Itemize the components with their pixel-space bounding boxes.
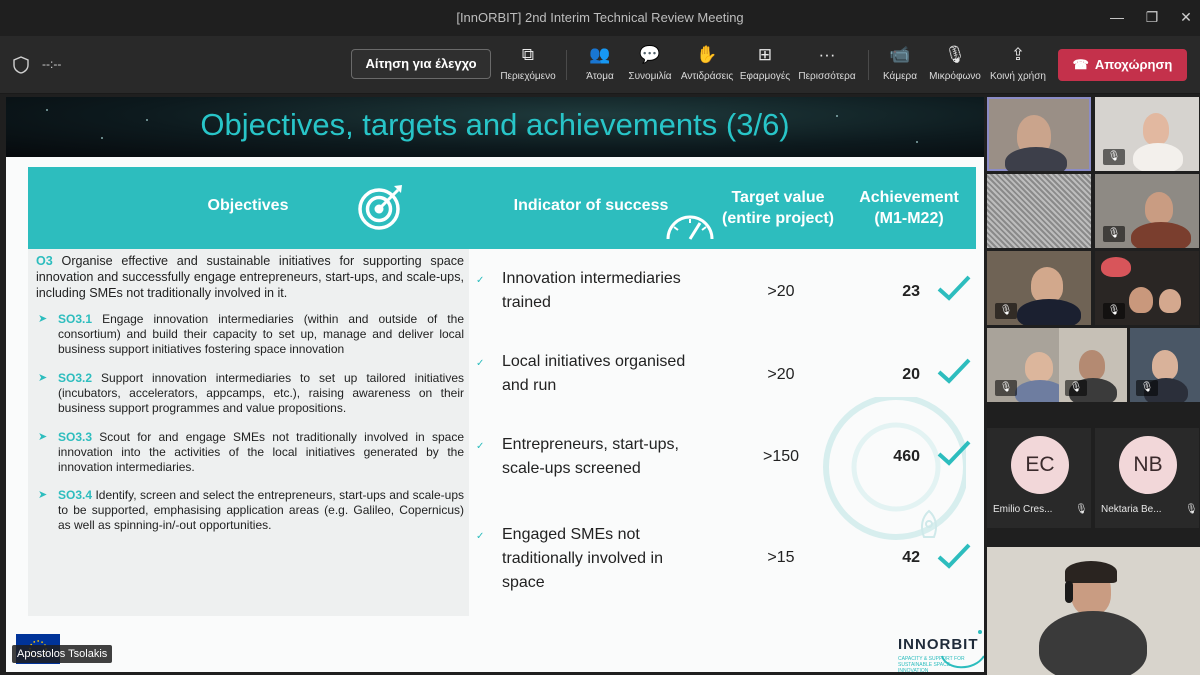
sub-objective-code: SO3.1 bbox=[58, 312, 93, 326]
target-header-line: (entire project) bbox=[721, 210, 834, 227]
rocket-icon bbox=[912, 509, 946, 549]
mic-muted-icon: 🎙 bbox=[1136, 380, 1158, 396]
participant-video-tile[interactable] bbox=[1095, 174, 1199, 248]
meeting-toolbar bbox=[0, 36, 1200, 94]
sub-objective-item bbox=[36, 371, 464, 416]
title-bar bbox=[0, 0, 1200, 36]
apps-icon: ⊞ bbox=[757, 45, 773, 64]
apps-label: Εφαρμογές bbox=[739, 71, 791, 82]
arrow-bullet-icon: ➤ bbox=[38, 431, 48, 443]
window-title: [InnORBIT] 2nd Interim Technical Review Meeting bbox=[456, 10, 744, 25]
sub-objective-text: Identify, screen and select the entrepreneurs, start-ups and scale-ups to be supported, emphasising application areas (e.g. Galileo, Copernicus) as well as spinning-in/-out opportunities. bbox=[58, 488, 464, 532]
people-label: Άτομα bbox=[586, 71, 614, 82]
sub-objective-item bbox=[36, 312, 464, 357]
avatar: EC bbox=[1011, 436, 1069, 494]
camera-button[interactable] bbox=[880, 43, 920, 89]
objectives-header: Objectives bbox=[207, 197, 289, 214]
objective-text: Organise effective and sustainable initiatives for supporting space innovation and successfully engage entrepreneurs, start-ups, and scale-ups, including SMEs not traditionally involved in it. bbox=[36, 254, 465, 300]
avatar: NB bbox=[1119, 436, 1177, 494]
row-check-icon: ✓ bbox=[476, 275, 485, 286]
indicator-line: traditionally involved in bbox=[502, 550, 663, 567]
achievement-cell: 42 bbox=[902, 549, 920, 566]
cloud-decoration bbox=[1101, 257, 1131, 277]
arrow-bullet-icon: ➤ bbox=[38, 489, 48, 501]
slide-header-banner bbox=[6, 97, 984, 157]
toolbar-divider bbox=[566, 50, 567, 80]
participant-face bbox=[1031, 267, 1063, 303]
target-header-line: Target value bbox=[731, 189, 825, 206]
objectives-panel bbox=[28, 249, 469, 616]
restore-icon[interactable]: ❐ bbox=[1145, 9, 1159, 25]
participant-face bbox=[1129, 287, 1153, 313]
leave-button[interactable] bbox=[1058, 49, 1187, 81]
achievement-cell: 20 bbox=[902, 366, 920, 383]
sub-objective-text: Engage innovation intermediaries (within and outside of the consortium) and build their capacity to set up, manage and deliver local business support initiatives fostering space innovation bbox=[58, 312, 464, 356]
innorbit-logo bbox=[896, 632, 978, 670]
apps-button[interactable] bbox=[738, 43, 792, 89]
chat-label: Συνομιλία bbox=[628, 71, 672, 82]
row-check-icon: ✓ bbox=[476, 531, 485, 542]
participant-avatar-tile[interactable] bbox=[1095, 428, 1199, 528]
chat-icon: 💬 bbox=[639, 45, 661, 64]
reactions-label: Αντιδράσεις bbox=[680, 71, 734, 82]
hang-up-icon: ☎ bbox=[1072, 57, 1089, 72]
participant-face bbox=[1079, 350, 1105, 380]
participant-face bbox=[1159, 289, 1181, 313]
sub-objective-code: SO3.3 bbox=[58, 430, 93, 444]
more-icon: ··· bbox=[818, 45, 836, 64]
camera-label: Κάμερα bbox=[882, 71, 918, 82]
participant-hair bbox=[1065, 561, 1117, 583]
logo-name: INNORBIT bbox=[898, 636, 979, 653]
meeting-timer: --:-- bbox=[42, 57, 62, 71]
mic-muted-icon: 🎙 bbox=[1185, 504, 1198, 515]
mic-muted-icon: 🎙 bbox=[1103, 303, 1125, 319]
objective-o3 bbox=[36, 253, 464, 301]
request-control-button[interactable]: Αίτηση για έλεγχο bbox=[351, 49, 491, 79]
microphone-muted-icon: 🎙 bbox=[944, 45, 966, 64]
camera-icon: 📹 bbox=[889, 45, 911, 64]
sub-objective-item bbox=[36, 430, 464, 475]
share-content-icon: ⧉ bbox=[521, 45, 535, 64]
participant-body bbox=[1039, 611, 1147, 675]
self-video-tile[interactable] bbox=[987, 547, 1200, 675]
target-cell: >20 bbox=[767, 366, 795, 383]
indicator-line: space bbox=[502, 574, 545, 591]
microphone-button[interactable] bbox=[926, 43, 984, 89]
mic-muted-icon: 🎙 bbox=[1103, 226, 1125, 242]
people-button[interactable] bbox=[578, 43, 622, 89]
objective-code: O3 bbox=[36, 254, 53, 268]
target-cell: >15 bbox=[767, 549, 795, 566]
mic-muted-icon: 🎙 bbox=[995, 303, 1017, 319]
participant-body bbox=[1017, 299, 1081, 325]
indicator-line: trained bbox=[502, 294, 551, 311]
share-tray-label: Κοινή χρήση bbox=[990, 71, 1046, 82]
checkmark-icon bbox=[936, 273, 972, 303]
sub-objective-text: Scout for and engage SMEs not traditionally involved in space innovation into the activities of the local initiatives generated by the innovation intermediaries. bbox=[58, 430, 464, 474]
sub-objective-code: SO3.4 bbox=[58, 488, 93, 502]
logo-tagline: CAPACITY & SUPPORT FOR SUSTAINABLE SPACE INNOVATION bbox=[898, 656, 965, 672]
achievement-cell: 460 bbox=[893, 448, 920, 465]
participant-face bbox=[1143, 113, 1169, 145]
participant-video-tile[interactable] bbox=[1059, 328, 1127, 402]
participant-video-tile[interactable] bbox=[1095, 251, 1199, 325]
people-icon: 👥 bbox=[589, 45, 611, 64]
table-header-banner bbox=[28, 167, 976, 249]
participant-avatar-tile[interactable] bbox=[987, 428, 1091, 528]
achievement-header-line: (M1-M22) bbox=[874, 210, 944, 227]
target-cell: >20 bbox=[767, 283, 795, 300]
participant-face bbox=[1025, 352, 1053, 382]
participant-video-tile[interactable] bbox=[987, 97, 1091, 171]
slide-title: Objectives, targets and achievements (3/6) bbox=[200, 107, 790, 142]
target-cell: >150 bbox=[762, 448, 800, 465]
participant-name: Nektaria Be... bbox=[1101, 504, 1162, 515]
achievement-cell: 23 bbox=[902, 283, 920, 300]
gauge-icon bbox=[664, 207, 716, 243]
leave-label: Αποχώρηση bbox=[1094, 57, 1173, 72]
mic-muted-icon: 🎙 bbox=[995, 380, 1017, 396]
reactions-icon: ✋ bbox=[696, 45, 718, 64]
mic-muted-icon: 🎙 bbox=[1065, 380, 1087, 396]
participant-name: Emilio Cres... bbox=[993, 504, 1053, 515]
participant-face bbox=[1152, 350, 1178, 380]
participant-video-tile[interactable] bbox=[987, 174, 1091, 248]
shield-icon bbox=[13, 56, 29, 74]
indicator-cell bbox=[502, 350, 712, 398]
arrow-bullet-icon: ➤ bbox=[38, 313, 48, 325]
microphone-label: Μικρόφωνο bbox=[929, 71, 981, 82]
indicator-line: Entrepreneurs, start-ups, bbox=[502, 436, 679, 453]
participant-body bbox=[1005, 147, 1067, 171]
indicator-line: Local initiatives organised bbox=[502, 353, 686, 370]
arrow-bullet-icon: ➤ bbox=[38, 372, 48, 384]
achievement-header bbox=[848, 187, 970, 229]
headphones-icon bbox=[1065, 581, 1073, 603]
sub-objective-text: Support innovation intermediaries to set up tailored initiatives (incubators, accelerators, appcamps, etc.), raising awareness on their business support programmes and value propositions. bbox=[58, 371, 464, 415]
achievement-header-line: Achievement bbox=[859, 189, 959, 206]
indicator-line: Innovation intermediaries bbox=[502, 270, 681, 287]
mic-muted-icon: 🎙 bbox=[1075, 504, 1088, 515]
indicator-header: Indicator of success bbox=[513, 197, 669, 214]
close-icon[interactable]: ✕ bbox=[1180, 9, 1192, 25]
checkmark-icon bbox=[936, 356, 972, 386]
indicator-cell bbox=[502, 523, 712, 595]
indicator-line: and run bbox=[502, 377, 557, 394]
participant-video-tile[interactable] bbox=[1095, 97, 1199, 171]
mic-muted-icon: 🎙 bbox=[1103, 149, 1125, 165]
sub-objective-item bbox=[36, 488, 464, 533]
content-label: Περιεχόμενο bbox=[500, 71, 556, 82]
row-check-icon: ✓ bbox=[476, 358, 485, 369]
content-button[interactable] bbox=[498, 43, 558, 89]
target-icon bbox=[356, 183, 406, 231]
share-tray-button[interactable] bbox=[988, 43, 1048, 89]
participant-video-tile[interactable] bbox=[1130, 328, 1200, 402]
more-label: Περισσότερα bbox=[798, 71, 856, 82]
chat-button[interactable] bbox=[626, 43, 674, 89]
row-check-icon: ✓ bbox=[476, 441, 485, 452]
indicator-line: scale-ups screened bbox=[502, 460, 641, 477]
indicator-cell bbox=[502, 267, 712, 315]
participant-body bbox=[1133, 143, 1183, 171]
minimize-icon[interactable]: — bbox=[1110, 9, 1124, 25]
participant-body bbox=[1015, 380, 1065, 402]
checkmark-icon bbox=[936, 438, 972, 468]
participant-face bbox=[1145, 192, 1173, 224]
target-value-header bbox=[712, 187, 844, 229]
reactions-button[interactable] bbox=[678, 43, 736, 89]
participant-video-tile[interactable] bbox=[987, 251, 1091, 325]
more-button[interactable] bbox=[796, 43, 858, 89]
participant-body bbox=[1131, 222, 1191, 248]
indicator-line: Engaged SMEs not bbox=[502, 526, 640, 543]
sub-objective-code: SO3.2 bbox=[58, 371, 93, 385]
toolbar-divider bbox=[868, 50, 869, 80]
presenter-name-tag: Apostolos Tsolakis bbox=[12, 645, 112, 663]
share-tray-icon: ⇪ bbox=[1010, 45, 1026, 64]
indicator-cell bbox=[502, 433, 712, 481]
shared-presentation-slide bbox=[6, 97, 984, 672]
